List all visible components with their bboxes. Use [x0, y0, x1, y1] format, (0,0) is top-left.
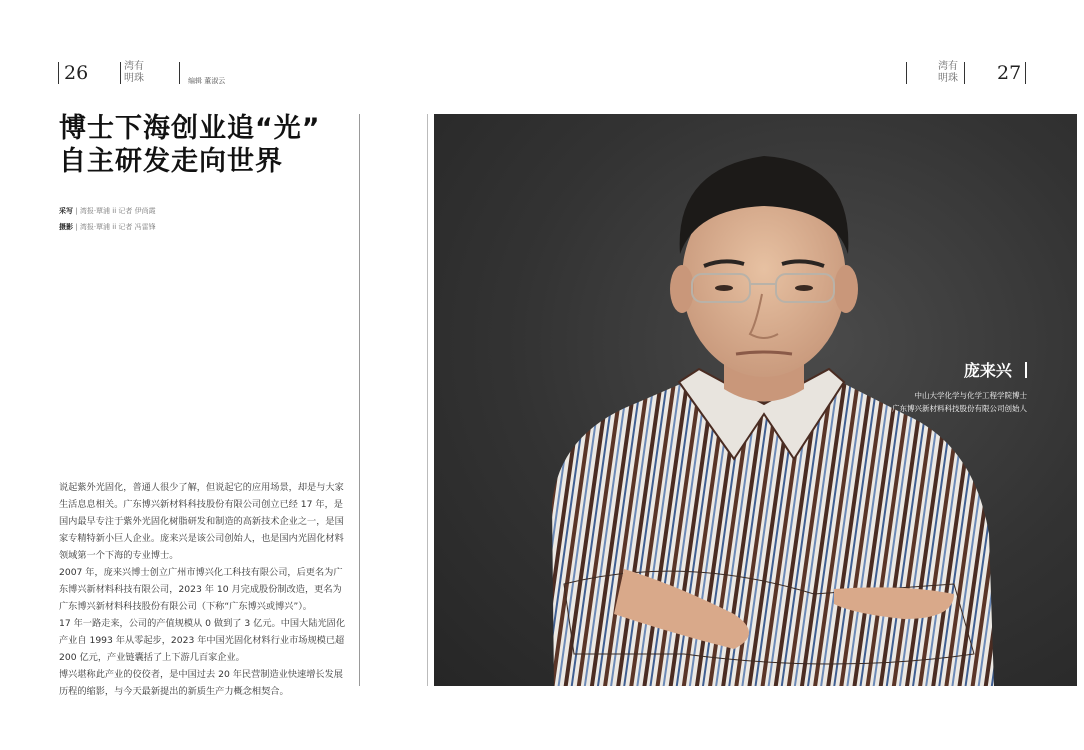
- editor-credit: 编辑 董淑云: [188, 77, 226, 85]
- credits: [59, 203, 156, 235]
- person-title-1: 中山大学化学与化学工程学院博士: [914, 391, 1027, 400]
- person-titles: [892, 389, 1027, 415]
- spine-rule: [427, 114, 428, 686]
- credit-photographer: [59, 219, 156, 235]
- header-rule-left-2: [120, 62, 121, 84]
- body-paragraph-3: 17 年一路走来，公司的产值规模从 0 做到了 3 亿元。中国大陆光固化产业自 1993 年从零起步，2023 年中国光固化材料行业市场规模已超 200 亿元，产业链囊括了上下游几百家企业。: [59, 618, 346, 663]
- person-name: 庞来兴: [963, 361, 1012, 380]
- section-label-left-line1: 湾有: [124, 61, 144, 72]
- name-bar: [1025, 362, 1027, 378]
- header-rule-right-2: [964, 62, 965, 84]
- column-divider: [359, 114, 360, 686]
- article-body: [59, 479, 347, 700]
- article-title-line2: 自主研发走向世界: [59, 146, 283, 177]
- credit-photographer-text: 湾报·覃浦 ii 记者 冯雷锋: [79, 223, 156, 231]
- credit-sep: |: [75, 223, 80, 231]
- section-label-left-line2: 明珠: [124, 73, 144, 84]
- article-title-line1: 博士下海创业追“光”: [59, 113, 321, 144]
- section-label-right-line2: 明珠: [938, 73, 958, 84]
- header-rule-left: [58, 62, 59, 84]
- caption-name-row: [892, 358, 1027, 381]
- body-paragraph-4: 博兴堪称此产业的佼佼者，是中国过去 20 年民营制造业快速增长发展历程的缩影，与今天最新提出的新质生产力概念相契合。: [59, 669, 343, 697]
- article-title: [59, 112, 321, 178]
- page-number-left: 26: [64, 62, 89, 84]
- section-label-right-line1: 湾有: [938, 61, 958, 72]
- header-rule-right: [906, 62, 907, 84]
- section-label-left: [124, 61, 144, 85]
- credit-photographer-label: 摄影: [59, 223, 73, 231]
- section-label-right: [938, 61, 958, 85]
- body-paragraph-1: 说起紫外光固化，普通人很少了解，但说起它的应用场景，却是与大家生活息息相关。广东博兴新材料科技股份有限公司创立已经 17 年，是国内最早专注于紫外光固化树脂研发和制造的高新技术企业之一，是国家专精特新小巨人企业。庞来兴是该公司创始人，也是国内光固化材料领域第一个下海的专业博士。: [59, 482, 344, 561]
- credit-writer: [59, 203, 156, 219]
- page-number-right: 27: [997, 62, 1022, 84]
- credit-sep: |: [75, 207, 80, 215]
- header-rule-left-3: [179, 62, 180, 84]
- caption-block: [892, 358, 1027, 415]
- body-paragraph-2: 2007 年，庞来兴博士创立广州市博兴化工科技有限公司，后更名为广东博兴新材料科技有限公司，2023 年 10 月完成股份制改造，更名为广东博兴新材料科技股份有限公司（下称“广东博兴或博兴”）。: [59, 567, 343, 612]
- credit-writer-text: 湾报·覃浦 ii 记者 伊尚霞: [79, 207, 156, 215]
- person-title-2: 广东博兴新材料科技股份有限公司创始人: [892, 404, 1027, 413]
- credit-writer-label: 采写: [59, 207, 73, 215]
- portrait-photo: [434, 114, 1077, 686]
- header-rule-right-3: [1025, 62, 1026, 84]
